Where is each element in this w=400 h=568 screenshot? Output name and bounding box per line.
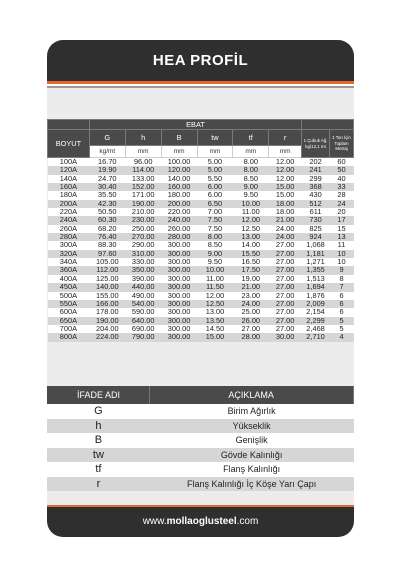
table-row [48, 183, 354, 191]
table-cell: 6.50 [197, 200, 233, 208]
table-cell: 300.00 [161, 241, 197, 249]
table-cell: 7.50 [197, 225, 233, 233]
col-header-h: h [125, 130, 161, 146]
table-cell: 17 [330, 216, 354, 224]
legend-symbol: G [47, 404, 150, 419]
table-cell: 40 [330, 175, 354, 183]
table-cell: 13 [330, 233, 354, 241]
table-cell: 1,876 [302, 292, 330, 300]
table-cell: 400A [48, 275, 90, 283]
table-cell: 42.30 [89, 200, 125, 208]
table-cell: 15 [330, 225, 354, 233]
legend-symbol: tf [47, 462, 150, 477]
table-row [48, 333, 354, 341]
table-cell: 300.00 [161, 275, 197, 283]
table-row [48, 216, 354, 224]
table-cell: 300.00 [161, 308, 197, 316]
table-cell: 8.00 [233, 166, 269, 174]
table-cell: 155.00 [89, 292, 125, 300]
table-cell: 600A [48, 308, 90, 316]
table-row [48, 200, 354, 208]
table-cell: 12.00 [269, 166, 302, 174]
unit-g: kg/mt [89, 146, 125, 158]
table-cell: 14.00 [233, 241, 269, 249]
table-cell: 190.00 [125, 200, 161, 208]
col-header-r: r [269, 130, 302, 146]
table-cell: 21.00 [233, 283, 269, 291]
group-header-blank [302, 120, 354, 130]
table-cell: 19.90 [89, 166, 125, 174]
table-cell: 430 [302, 191, 330, 199]
unit-h: mm [125, 146, 161, 158]
profile-table [47, 119, 354, 342]
table-cell: 27.00 [269, 292, 302, 300]
col-header-b: B [161, 130, 197, 146]
table-cell: 320A [48, 250, 90, 258]
table-cell: 10 [330, 250, 354, 258]
table-cell: 1,068 [302, 241, 330, 249]
table-row [48, 208, 354, 216]
table-cell: 160.00 [161, 183, 197, 191]
table-cell: 190.00 [89, 317, 125, 325]
table-cell: 368 [302, 183, 330, 191]
table-cell: 6 [330, 300, 354, 308]
footer-suffix: .com [236, 516, 259, 527]
table-cell: 50 [330, 166, 354, 174]
table-cell: 23.00 [233, 292, 269, 300]
table-cell: 210.00 [125, 208, 161, 216]
table-cell: 300.00 [161, 292, 197, 300]
table-cell: 8.50 [233, 175, 269, 183]
table-cell: 10.00 [233, 200, 269, 208]
legend-row [47, 419, 354, 434]
table-cell: 2,154 [302, 308, 330, 316]
table-row [48, 225, 354, 233]
legend-description: Gövde Kalınlığı [150, 448, 354, 463]
footer-brand: mollaoglusteel [166, 516, 237, 527]
table-cell: 280.00 [161, 233, 197, 241]
table-cell: 1,513 [302, 275, 330, 283]
table-cell: 5.50 [197, 175, 233, 183]
table-cell: 112.00 [89, 266, 125, 274]
table-cell: 12.50 [233, 225, 269, 233]
table-cell: 540.00 [125, 300, 161, 308]
table-cell: 6.00 [197, 183, 233, 191]
table-cell: 360A [48, 266, 90, 274]
legend-row [47, 404, 354, 419]
profile-table-body [48, 158, 354, 342]
table-cell: 60 [330, 158, 354, 167]
table-cell: 140.00 [89, 283, 125, 291]
table-cell: 640.00 [125, 317, 161, 325]
table-cell: 18.00 [269, 208, 302, 216]
table-cell: 5.00 [197, 166, 233, 174]
table-cell: 15.50 [233, 250, 269, 258]
table-cell: 180A [48, 191, 90, 199]
table-cell: 15.00 [269, 183, 302, 191]
table-cell: 125.00 [89, 275, 125, 283]
table-cell: 350.00 [125, 266, 161, 274]
table-cell: 140.00 [161, 175, 197, 183]
legend-row [47, 433, 354, 448]
col-header-g: G [89, 130, 125, 146]
group-header-ebat: EBAT [89, 120, 301, 130]
table-cell: 8.00 [197, 233, 233, 241]
legend-row [47, 448, 354, 463]
grey-stripe [47, 86, 354, 88]
table-cell: 7.00 [197, 208, 233, 216]
table-cell: 200A [48, 200, 90, 208]
table-cell: 299 [302, 175, 330, 183]
table-cell: 120A [48, 166, 90, 174]
table-cell: 17.50 [233, 266, 269, 274]
table-cell: 300.00 [161, 258, 197, 266]
legend-table [47, 386, 354, 491]
table-cell: 5 [330, 325, 354, 333]
table-cell: 300.00 [161, 250, 197, 258]
table-cell: 512 [302, 200, 330, 208]
table-cell: 68.20 [89, 225, 125, 233]
table-cell: 27.00 [269, 258, 302, 266]
table-cell: 12.00 [233, 216, 269, 224]
table-cell: 35.50 [89, 191, 125, 199]
unit-tf: mm [233, 146, 269, 158]
table-cell: 96.00 [125, 158, 161, 167]
table-cell: 133.00 [125, 175, 161, 183]
table-cell: 24.00 [269, 225, 302, 233]
table-cell: 300.00 [161, 283, 197, 291]
col-header-bar-weight: 1 Çubuk Ağ. kg/12,1 mt [302, 130, 330, 158]
table-cell: 12.00 [197, 292, 233, 300]
table-cell: 300A [48, 241, 90, 249]
table-cell: 100.00 [161, 158, 197, 167]
table-cell: 97.60 [89, 250, 125, 258]
table-cell: 4 [330, 333, 354, 341]
table-cell: 19.00 [233, 275, 269, 283]
table-cell: 310.00 [125, 250, 161, 258]
legend-row [47, 477, 354, 492]
table-cell: 224.00 [89, 333, 125, 341]
spec-card [47, 40, 354, 537]
table-cell: 27.00 [269, 325, 302, 333]
table-cell: 450A [48, 283, 90, 291]
table-cell: 700A [48, 325, 90, 333]
legend-symbol: h [47, 419, 150, 434]
table-cell: 202 [302, 158, 330, 167]
table-cell: 30.00 [269, 333, 302, 341]
legend-description: Birim Ağırlık [150, 404, 354, 419]
table-cell: 27.00 [269, 250, 302, 258]
table-cell: 24.00 [233, 300, 269, 308]
page-title: HEA PROFİL [47, 40, 354, 81]
col-header-tf: tf [233, 130, 269, 146]
unit-tw: mm [197, 146, 233, 158]
table-cell: 11 [330, 241, 354, 249]
table-cell: 300.00 [161, 317, 197, 325]
table-cell: 13.00 [197, 308, 233, 316]
table-cell: 27.00 [233, 325, 269, 333]
table-cell: 152.00 [125, 183, 161, 191]
table-cell: 290.00 [125, 241, 161, 249]
table-cell: 200.00 [161, 200, 197, 208]
table-cell: 1,181 [302, 250, 330, 258]
legend-header-symbol: İFADE ADI [47, 386, 150, 404]
table-cell: 250.00 [125, 225, 161, 233]
col-header-boyut: BOYUT [48, 130, 90, 158]
table-cell: 5.00 [197, 158, 233, 167]
table-cell: 33 [330, 183, 354, 191]
col-header-tw: tw [197, 130, 233, 146]
table-cell: 2,009 [302, 300, 330, 308]
table-cell: 924 [302, 233, 330, 241]
table-cell: 28.00 [233, 333, 269, 341]
table-cell: 490.00 [125, 292, 161, 300]
table-cell: 21.00 [269, 216, 302, 224]
table-cell: 241 [302, 166, 330, 174]
table-cell: 14.50 [197, 325, 233, 333]
table-row [48, 158, 354, 167]
table-cell: 8 [330, 275, 354, 283]
table-row [48, 166, 354, 174]
table-cell: 26.00 [233, 317, 269, 325]
table-cell: 16.50 [233, 258, 269, 266]
table-cell: 160A [48, 183, 90, 191]
table-cell: 500A [48, 292, 90, 300]
table-cell: 27.00 [269, 241, 302, 249]
table-cell: 6.00 [197, 191, 233, 199]
col-header-ton-length: 1 Ton İçin Toplam Metraj [330, 130, 354, 158]
table-cell: 11.00 [197, 275, 233, 283]
table-cell: 260.00 [161, 225, 197, 233]
table-cell: 7.50 [197, 216, 233, 224]
table-cell: 20 [330, 208, 354, 216]
table-cell: 9 [330, 266, 354, 274]
table-cell: 825 [302, 225, 330, 233]
legend-symbol: tw [47, 448, 150, 463]
table-row [48, 175, 354, 183]
table-cell: 30.40 [89, 183, 125, 191]
table-cell: 230.00 [125, 216, 161, 224]
legend-symbol: r [47, 477, 150, 492]
table-cell: 9.00 [197, 250, 233, 258]
table-cell: 13.50 [197, 317, 233, 325]
table-cell: 280A [48, 233, 90, 241]
footer-prefix: www. [142, 516, 167, 527]
legend-table-body [47, 404, 354, 491]
table-cell: 300.00 [161, 300, 197, 308]
table-cell: 6 [330, 308, 354, 316]
table-cell: 28 [330, 191, 354, 199]
unit-r: mm [269, 146, 302, 158]
table-cell: 15.00 [269, 191, 302, 199]
table-cell: 9.50 [197, 258, 233, 266]
table-cell: 166.00 [89, 300, 125, 308]
table-cell: 2,468 [302, 325, 330, 333]
table-cell: 105.00 [89, 258, 125, 266]
table-cell: 300.00 [161, 333, 197, 341]
table-cell: 8.00 [233, 158, 269, 167]
table-cell: 300.00 [161, 266, 197, 274]
table-cell: 11.00 [233, 208, 269, 216]
table-cell: 9.00 [233, 183, 269, 191]
table-cell: 12.00 [269, 158, 302, 167]
table-cell: 650A [48, 317, 90, 325]
table-cell: 1,271 [302, 258, 330, 266]
legend-description: Flanş Kalınlığı İç Köşe Yarı Çapı [150, 477, 354, 492]
table-cell: 12.50 [197, 300, 233, 308]
table-cell: 171.00 [125, 191, 161, 199]
table-cell: 730 [302, 216, 330, 224]
table-cell: 18.00 [269, 200, 302, 208]
table-cell: 60.30 [89, 216, 125, 224]
table-cell: 120.00 [161, 166, 197, 174]
table-cell: 340A [48, 258, 90, 266]
table-cell: 50.50 [89, 208, 125, 216]
table-cell: 800A [48, 333, 90, 341]
legend-description: Flanş Kalınlığı [150, 462, 354, 477]
table-cell: 220.00 [161, 208, 197, 216]
table-cell: 440.00 [125, 283, 161, 291]
table-cell: 8.50 [197, 241, 233, 249]
table-cell: 12.00 [269, 175, 302, 183]
table-cell: 178.00 [89, 308, 125, 316]
legend-row [47, 462, 354, 477]
unit-b: mm [161, 146, 197, 158]
footer-website[interactable] [47, 507, 354, 537]
table-cell: 330.00 [125, 258, 161, 266]
table-cell: 76.40 [89, 233, 125, 241]
table-cell: 690.00 [125, 325, 161, 333]
table-cell: 25.00 [233, 308, 269, 316]
table-cell: 15.00 [197, 333, 233, 341]
table-cell: 790.00 [125, 333, 161, 341]
table-cell: 27.00 [269, 275, 302, 283]
table-cell: 260A [48, 225, 90, 233]
table-cell: 88.30 [89, 241, 125, 249]
table-cell: 240A [48, 216, 90, 224]
table-cell: 24.00 [269, 233, 302, 241]
table-cell: 1,694 [302, 283, 330, 291]
table-cell: 611 [302, 208, 330, 216]
table-cell: 270.00 [125, 233, 161, 241]
table-cell: 27.00 [269, 266, 302, 274]
table-cell: 1,355 [302, 266, 330, 274]
table-cell: 300.00 [161, 325, 197, 333]
table-cell: 2,710 [302, 333, 330, 341]
table-cell: 2,299 [302, 317, 330, 325]
table-cell: 9.50 [233, 191, 269, 199]
table-row [48, 191, 354, 199]
table-corner [48, 120, 90, 130]
table-cell: 390.00 [125, 275, 161, 283]
table-cell: 16.70 [89, 158, 125, 167]
table-cell: 240.00 [161, 216, 197, 224]
table-cell: 140A [48, 175, 90, 183]
table-cell: 180.00 [161, 191, 197, 199]
table-cell: 220A [48, 208, 90, 216]
table-cell: 590.00 [125, 308, 161, 316]
legend-symbol: B [47, 433, 150, 448]
table-cell: 10.00 [197, 266, 233, 274]
table-cell: 5 [330, 317, 354, 325]
table-cell: 114.00 [125, 166, 161, 174]
table-cell: 27.00 [269, 317, 302, 325]
table-cell: 11.50 [197, 283, 233, 291]
table-cell: 13.00 [233, 233, 269, 241]
legend-description: Yükseklik [150, 419, 354, 434]
table-cell: 10 [330, 258, 354, 266]
table-cell: 24 [330, 200, 354, 208]
legend-header-desc: AÇIKLAMA [150, 386, 354, 404]
table-cell: 204.00 [89, 325, 125, 333]
table-cell: 27.00 [269, 300, 302, 308]
legend-description: Genişlik [150, 433, 354, 448]
table-cell: 7 [330, 283, 354, 291]
table-cell: 27.00 [269, 308, 302, 316]
table-cell: 27.00 [269, 283, 302, 291]
table-cell: 6 [330, 292, 354, 300]
table-cell: 550A [48, 300, 90, 308]
table-cell: 100A [48, 158, 90, 167]
table-cell: 24.70 [89, 175, 125, 183]
